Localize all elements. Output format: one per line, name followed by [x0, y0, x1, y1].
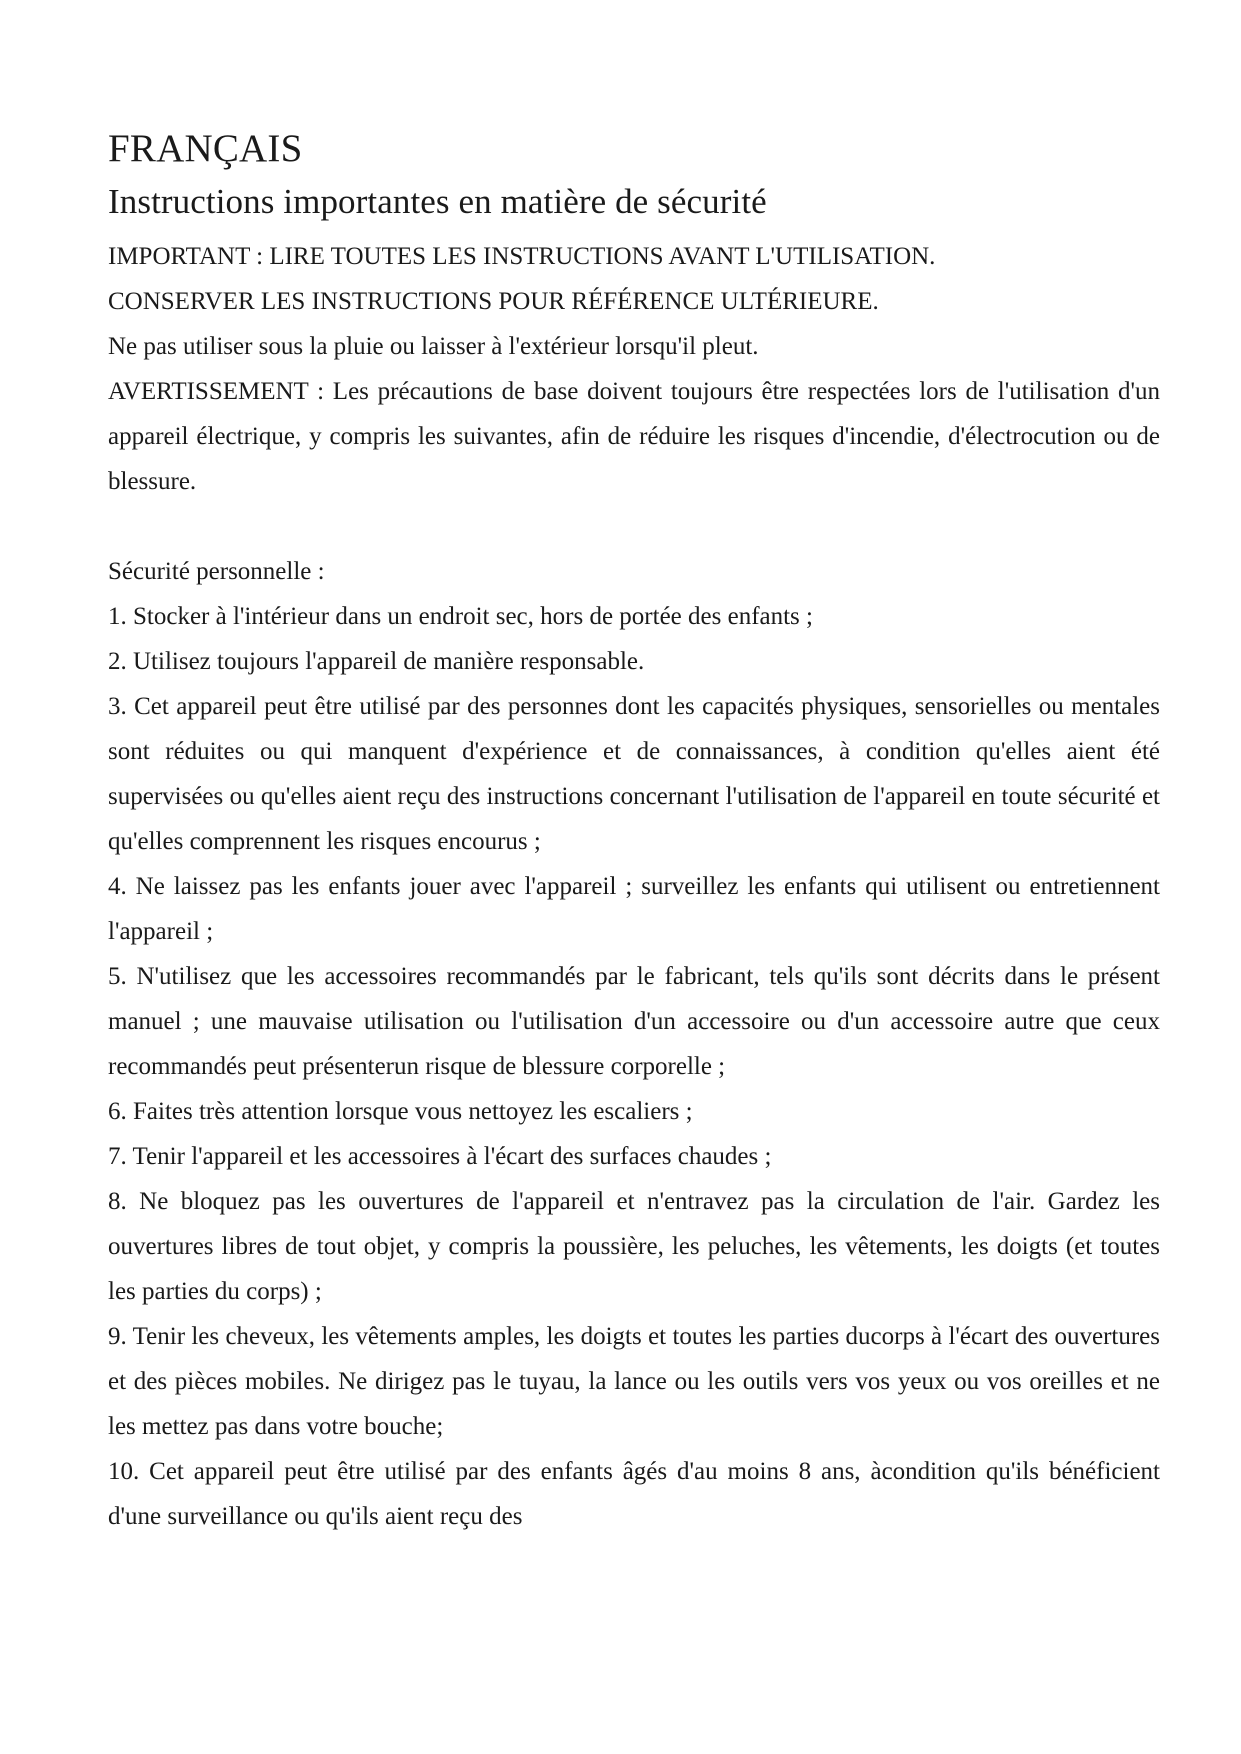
list-item: 6. Faites très attention lorsque vous nettoyez les escaliers ; — [108, 1098, 693, 1125]
list-item: 9. Tenir les cheveux, les vêtements amples, les doigts et toutes les parties ducorps à l'écart des ouvertures et des pièces mobiles. Ne dirigez pas le tuyau, la lance ou les outils vers vos yeux ou vos oreilles et ne les mettez pas dans votre bouche; — [108, 1323, 1160, 1440]
document-title: Instructions importantes en matière de sécurité — [108, 182, 767, 221]
rain-warning: Ne pas utiliser sous la pluie ou laisser à l'extérieur lorsqu'il pleut. — [108, 333, 759, 360]
important-notice: IMPORTANT : LIRE TOUTES LES INSTRUCTIONS AVANT L'UTILISATION. — [108, 243, 936, 270]
list-item: 5. N'utilisez que les accessoires recommandés par le fabricant, tels qu'ils sont décrits dans le présent manuel ; une mauvaise utilisation ou l'utilisation d'un accessoire ou d'un accessoire autre que ceux recommandés peut présenterun risque de blessure corporelle ; — [108, 963, 1160, 1080]
safety-list — [108, 594, 1160, 1539]
language-heading: FRANÇAIS — [108, 127, 303, 170]
list-item: 8. Ne bloquez pas les ouvertures de l'appareil et n'entravez pas la circulation de l'air. Gardez les ouvertures libres de tout objet, y compris la poussière, les peluches, les vêtements, les doigts (et toutes les parties du corps) ; — [108, 1188, 1160, 1305]
list-item: 4. Ne laissez pas les enfants jouer avec l'appareil ; surveillez les enfants qui utilisent ou entretiennent l'appareil ; — [108, 873, 1160, 945]
list-item: 3. Cet appareil peut être utilisé par des personnes dont les capacités physiques, sensorielles ou mentales sont réduites ou qui manquent d'expérience et de connaissances, à condition qu'elles aient été supervisées ou qu'elles aient reçu des instructions concernant l'utilisation de l'appareil en toute sécurité et qu'elles comprennent les risques encourus ; — [108, 693, 1160, 855]
general-warning: AVERTISSEMENT : Les précautions de base doivent toujours être respectées lors de l'utilisation d'un appareil électrique, y compris les suivantes, afin de réduire les risques d'incendie, d'électrocution ou de blessure. — [108, 378, 1160, 495]
section-spacer — [108, 504, 1160, 549]
document-page — [108, 126, 1160, 1539]
list-item: 10. Cet appareil peut être utilisé par des enfants âgés d'au moins 8 ans, àcondition qu'ils bénéficient d'une surveillance ou qu'ils aient reçu des — [108, 1458, 1160, 1530]
list-item: 2. Utilisez toujours l'appareil de manière responsable. — [108, 648, 645, 675]
section-heading: Sécurité personnelle : — [108, 558, 325, 585]
keep-instructions-notice: CONSERVER LES INSTRUCTIONS POUR RÉFÉRENCE ULTÉRIEURE. — [108, 288, 879, 315]
list-item: 7. Tenir l'appareil et les accessoires à l'écart des surfaces chaudes ; — [108, 1143, 772, 1170]
list-item: 1. Stocker à l'intérieur dans un endroit sec, hors de portée des enfants ; — [108, 603, 813, 630]
intro-block — [108, 234, 1160, 504]
